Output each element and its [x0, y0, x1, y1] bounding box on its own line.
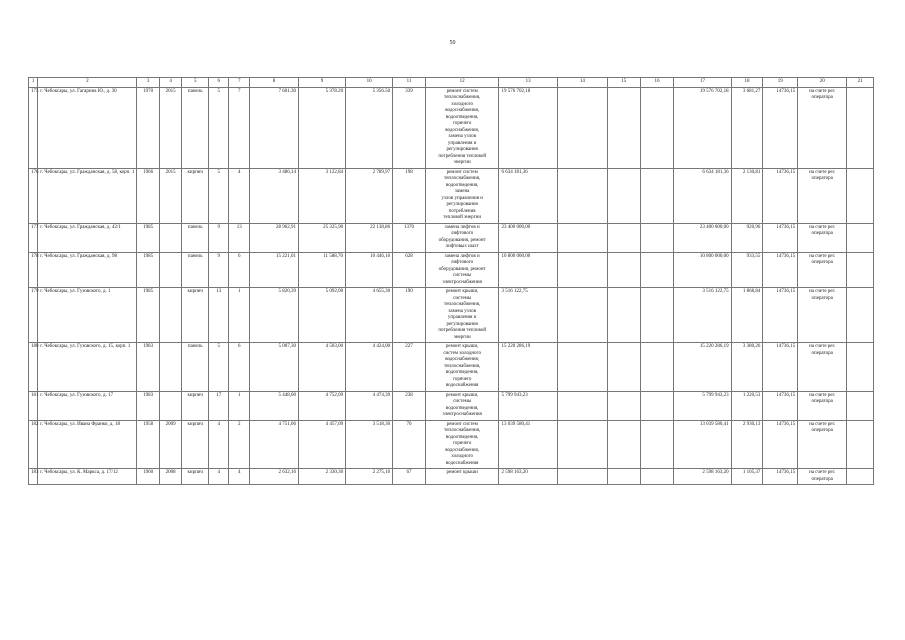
- empty-cell: [557, 223, 607, 252]
- owners-funds-cell: 19 576 702,18: [674, 87, 731, 168]
- cost-cell: 23 400 000,00: [499, 223, 557, 252]
- column-number: 14: [557, 78, 607, 88]
- column-number: 10: [346, 78, 393, 88]
- row-number: 182: [29, 420, 38, 469]
- residents-cell: 190: [393, 288, 426, 343]
- empty-cell: [847, 391, 874, 420]
- funding-method-cell: на счете рег. оператора: [798, 420, 847, 469]
- column-number: 7: [229, 78, 249, 88]
- cost-cell: 13 039 580,41: [499, 420, 557, 469]
- empty-cell: [640, 288, 674, 343]
- year-built-cell: 1983: [137, 343, 160, 392]
- wall-material-cell: кирпич: [182, 391, 209, 420]
- column-number: 2: [38, 78, 137, 88]
- funding-method-cell: на счете рег. оператора: [798, 168, 847, 223]
- floors-cell: 5: [209, 168, 229, 223]
- table-row: [29, 288, 874, 343]
- table-row: [29, 168, 874, 223]
- column-number: 3: [137, 78, 160, 88]
- empty-cell: [557, 420, 607, 469]
- entrances-cell: 4: [229, 168, 249, 223]
- limit-cost-cell: 14736,15: [763, 343, 798, 392]
- page-number: 50: [449, 40, 456, 46]
- empty-cell: [640, 343, 674, 392]
- address-cell: г. Чебоксары, ул. К. Маркса, д. 17/12: [38, 469, 137, 485]
- funding-method-cell: на счете рег. оператора: [798, 469, 847, 485]
- empty-cell: [607, 168, 640, 223]
- column-number: 21: [847, 78, 874, 88]
- table-row: [29, 252, 874, 288]
- empty-cell: [607, 469, 640, 485]
- total-area-cell: 28 962,91: [249, 223, 298, 252]
- row-number: 183: [29, 469, 38, 485]
- column-number: 5: [182, 78, 209, 88]
- empty-cell: [847, 420, 874, 469]
- empty-cell: [847, 469, 874, 485]
- address-cell: г. Чебоксары, ул. Гагарина Ю., д. 30: [38, 87, 137, 168]
- owners-funds-cell: 10 800 000,00: [674, 252, 731, 288]
- column-number: 4: [159, 78, 182, 88]
- total-area-cell: 2 632,16: [249, 469, 298, 485]
- column-number: 13: [499, 78, 557, 88]
- limit-cost-cell: 14736,15: [763, 168, 798, 223]
- wall-material-cell: кирпич: [182, 420, 209, 469]
- works-cell: ремонт систем теплоснабжения, водоотведения, горячего водоснабжения, холодного водоснабжения: [425, 420, 499, 469]
- wall-material-cell: панель: [182, 87, 209, 168]
- year-built-cell: 1966: [137, 168, 160, 223]
- limit-cost-cell: 14736,15: [763, 469, 798, 485]
- row-number: 180: [29, 343, 38, 392]
- year-repair-cell: [159, 288, 182, 343]
- column-number-row: [29, 78, 874, 88]
- owners-funds-cell: 3 516 122,75: [674, 288, 731, 343]
- year-repair-cell: [159, 252, 182, 288]
- area-cell: 11 588,70: [299, 252, 346, 288]
- empty-cell: [557, 469, 607, 485]
- empty-cell: [607, 343, 640, 392]
- cost-cell: 10 800 000,00: [499, 252, 557, 288]
- empty-cell: [557, 343, 607, 392]
- row-number: 181: [29, 391, 38, 420]
- row-number: 177: [29, 223, 38, 252]
- year-repair-cell: [159, 223, 182, 252]
- year-built-cell: 1983: [137, 391, 160, 420]
- wall-material-cell: панель: [182, 252, 209, 288]
- entrances-cell: 1: [229, 288, 249, 343]
- empty-cell: [847, 87, 874, 168]
- floors-cell: 4: [209, 469, 229, 485]
- area-cell: 2 275,10: [346, 469, 393, 485]
- area-cell: 10 446,16: [346, 252, 393, 288]
- address-cell: г. Чебоксары, ул. Ивана Франко, д. 18: [38, 420, 137, 469]
- limit-cost-cell: 14736,15: [763, 288, 798, 343]
- total-area-cell: 5 448,00: [249, 391, 298, 420]
- entrances-cell: 4: [229, 469, 249, 485]
- empty-cell: [607, 288, 640, 343]
- residents-cell: 70: [393, 420, 426, 469]
- column-number: 20: [798, 78, 847, 88]
- funding-method-cell: на счете рег. оператора: [798, 252, 847, 288]
- area-cell: 4 503,00: [299, 343, 346, 392]
- column-number: 15: [607, 78, 640, 88]
- empty-cell: [640, 420, 674, 469]
- area-cell: 3 518,30: [346, 420, 393, 469]
- residents-cell: 238: [393, 391, 426, 420]
- year-built-cell: 1958: [137, 420, 160, 469]
- empty-cell: [640, 223, 674, 252]
- floors-cell: 5: [209, 87, 229, 168]
- year-repair-cell: 2015: [159, 87, 182, 168]
- entrances-cell: 6: [229, 343, 249, 392]
- floors-cell: 9: [209, 223, 229, 252]
- residents-cell: 339: [393, 87, 426, 168]
- wall-material-cell: кирпич: [182, 288, 209, 343]
- column-number: 17: [674, 78, 731, 88]
- empty-cell: [640, 87, 674, 168]
- address-cell: г. Чебоксары, ул. Гузовского, д. 15, корп. 1: [38, 343, 137, 392]
- floors-cell: 13: [209, 288, 229, 343]
- area-cell: 25 325,90: [299, 223, 346, 252]
- funding-method-cell: на счете рег. оператора: [798, 223, 847, 252]
- cost-cell: 5 799 943,23: [499, 391, 557, 420]
- year-built-cell: 1970: [137, 87, 160, 168]
- cost-per-m2-cell: 2 930,13: [731, 420, 763, 469]
- capital-repair-table: [28, 77, 874, 485]
- funding-method-cell: на счете рег. оператора: [798, 87, 847, 168]
- limit-cost-cell: 14736,15: [763, 223, 798, 252]
- empty-cell: [557, 87, 607, 168]
- column-number: 6: [209, 78, 229, 88]
- table-row: [29, 469, 874, 485]
- entrances-cell: 2: [229, 420, 249, 469]
- total-area-cell: 5 007,30: [249, 343, 298, 392]
- funding-method-cell: на счете рег. оператора: [798, 343, 847, 392]
- table-row: [29, 391, 874, 420]
- entrances-cell: 13: [229, 223, 249, 252]
- area-cell: 4 457,09: [299, 420, 346, 469]
- floors-cell: 4: [209, 420, 229, 469]
- cost-per-m2-cell: 1 868,84: [731, 288, 763, 343]
- empty-cell: [847, 223, 874, 252]
- row-number: 179: [29, 288, 38, 343]
- cost-per-m2-cell: 1 105,37: [731, 469, 763, 485]
- works-cell: замена лифтов и лифтового оборудования, ремонт системы электроснабжения: [425, 252, 499, 288]
- cost-cell: 15 220 286,19: [499, 343, 557, 392]
- empty-cell: [640, 252, 674, 288]
- wall-material-cell: кирпич: [182, 469, 209, 485]
- column-number: 12: [425, 78, 499, 88]
- empty-cell: [557, 252, 607, 288]
- area-cell: 4 752,09: [299, 391, 346, 420]
- row-number: 178: [29, 252, 38, 288]
- address-cell: г. Чебоксары, ул. Гузовского, д. 17: [38, 391, 137, 420]
- column-number: 11: [393, 78, 426, 88]
- works-cell: ремонт крыши: [425, 469, 499, 485]
- year-repair-cell: 2009: [159, 420, 182, 469]
- year-repair-cell: 2015: [159, 168, 182, 223]
- area-cell: 4 424,00: [346, 343, 393, 392]
- owners-funds-cell: 2 598 163,20: [674, 469, 731, 485]
- residents-cell: 1370: [393, 223, 426, 252]
- area-cell: 2 330,30: [299, 469, 346, 485]
- entrances-cell: 1: [229, 391, 249, 420]
- table-row: [29, 343, 874, 392]
- works-cell: замена лифтов и лифтового оборудования, ремонт лифтовых шахт: [425, 223, 499, 252]
- empty-cell: [607, 223, 640, 252]
- area-cell: 2 789,97: [346, 168, 393, 223]
- owners-funds-cell: 13 039 580,41: [674, 420, 731, 469]
- empty-cell: [847, 343, 874, 392]
- total-area-cell: 4 751,06: [249, 420, 298, 469]
- cost-per-m2-cell: 3 380,26: [731, 343, 763, 392]
- empty-cell: [607, 391, 640, 420]
- empty-cell: [640, 469, 674, 485]
- wall-material-cell: панель: [182, 343, 209, 392]
- year-built-cell: 1985: [137, 252, 160, 288]
- area-cell: 5 092,00: [299, 288, 346, 343]
- empty-cell: [640, 168, 674, 223]
- limit-cost-cell: 14736,15: [763, 420, 798, 469]
- cost-cell: 6 634 181,36: [499, 168, 557, 223]
- empty-cell: [847, 288, 874, 343]
- table-row: [29, 420, 874, 469]
- address-cell: г. Чебоксары, ул. Гражданская, д. 58, корп. 1: [38, 168, 137, 223]
- table-row: [29, 87, 874, 168]
- area-cell: 3 122,84: [299, 168, 346, 223]
- floors-cell: 5: [209, 343, 229, 392]
- cost-cell: 2 598 163,20: [499, 469, 557, 485]
- wall-material-cell: кирпич: [182, 168, 209, 223]
- area-cell: 4 474,39: [346, 391, 393, 420]
- cost-per-m2-cell: 1 220,53: [731, 391, 763, 420]
- table-row: [29, 223, 874, 252]
- column-number: 8: [249, 78, 298, 88]
- cost-cell: 3 516 122,75: [499, 288, 557, 343]
- owners-funds-cell: 6 634 181,36: [674, 168, 731, 223]
- year-repair-cell: 2008: [159, 469, 182, 485]
- owners-funds-cell: 23 400 000,00: [674, 223, 731, 252]
- total-area-cell: 15 221,01: [249, 252, 298, 288]
- empty-cell: [640, 391, 674, 420]
- total-area-cell: 5 820,39: [249, 288, 298, 343]
- address-cell: г. Чебоксары, ул. Гражданская, д. 42/1: [38, 223, 137, 252]
- year-repair-cell: [159, 343, 182, 392]
- row-number: 176: [29, 168, 38, 223]
- floors-cell: 9: [209, 252, 229, 288]
- address-cell: г. Чебоксары, ул. Гражданская, д. 98: [38, 252, 137, 288]
- residents-cell: 227: [393, 343, 426, 392]
- area-cell: 5 356.50: [346, 87, 393, 168]
- limit-cost-cell: 14736,15: [763, 391, 798, 420]
- column-number: 18: [731, 78, 763, 88]
- cost-per-m2-cell: 2 130,81: [731, 168, 763, 223]
- total-area-cell: 7 601.30: [249, 87, 298, 168]
- year-built-cell: 1960: [137, 469, 160, 485]
- works-cell: ремонт крыши, системы теплоснабжения, замена узлов управления и регулирования потребления тепловой энергии: [425, 288, 499, 343]
- owners-funds-cell: 15 220 286,19: [674, 343, 731, 392]
- area-cell: 22 138,86: [346, 223, 393, 252]
- cost-per-m2-cell: 920,96: [731, 223, 763, 252]
- empty-cell: [847, 252, 874, 288]
- column-number: 16: [640, 78, 674, 88]
- works-cell: ремонт систем теплоснабжения, водоотведения, замена узлов управления и регулирования потребления тепловой энергии: [425, 168, 499, 223]
- cost-cell: 19 576 702,18: [499, 87, 557, 168]
- limit-cost-cell: 14736,15: [763, 252, 798, 288]
- entrances-cell: 7: [229, 87, 249, 168]
- cost-per-m2-cell: 933,55: [731, 252, 763, 288]
- works-cell: ремонт крыши, системы водоотведения, электроснабжения: [425, 391, 499, 420]
- empty-cell: [607, 420, 640, 469]
- total-area-cell: 3 486,14: [249, 168, 298, 223]
- column-number: 19: [763, 78, 798, 88]
- year-built-cell: 1985: [137, 288, 160, 343]
- works-cell: ремонт крыши, систем холодного водоснабжения, теплоснабжения, водоотведения, горячего водоснабжения: [425, 343, 499, 392]
- residents-cell: 628: [393, 252, 426, 288]
- area-cell: 4 655,30: [346, 288, 393, 343]
- area-cell: 5 378.20: [299, 87, 346, 168]
- limit-cost-cell: 14736,15: [763, 87, 798, 168]
- funding-method-cell: на счете рег. оператора: [798, 288, 847, 343]
- residents-cell: 67: [393, 469, 426, 485]
- row-number: 175: [29, 87, 38, 168]
- empty-cell: [847, 168, 874, 223]
- address-cell: г. Чебоксары, ул. Гузовского, д. 1: [38, 288, 137, 343]
- year-built-cell: 1985: [137, 223, 160, 252]
- floors-cell: 17: [209, 391, 229, 420]
- works-cell: ремонт систем теплоснабжения, холодного водоснабжения, водоотведения, горячего водоснабжения, замена узлов управления и регулирования потребления тепловой энергии: [425, 87, 499, 168]
- column-number: 9: [299, 78, 346, 88]
- column-number: 1: [29, 78, 38, 88]
- empty-cell: [557, 391, 607, 420]
- empty-cell: [557, 168, 607, 223]
- wall-material-cell: панель: [182, 223, 209, 252]
- funding-method-cell: на счете рег. оператора: [798, 391, 847, 420]
- residents-cell: 198: [393, 168, 426, 223]
- empty-cell: [557, 288, 607, 343]
- cost-per-m2-cell: 3 681,27: [731, 87, 763, 168]
- empty-cell: [607, 252, 640, 288]
- year-repair-cell: [159, 391, 182, 420]
- entrances-cell: 6: [229, 252, 249, 288]
- empty-cell: [607, 87, 640, 168]
- owners-funds-cell: 5 799 943,23: [674, 391, 731, 420]
